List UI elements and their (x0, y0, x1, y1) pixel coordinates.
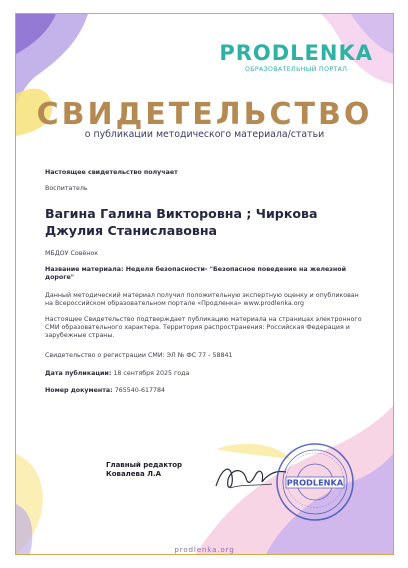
footer-website: prodlenka.org (174, 545, 235, 554)
recipient-names: Вагина Галина Викторовна ; Чиркова Джулия Станиславовна (45, 206, 318, 238)
prodlenka-logo (219, 42, 373, 73)
editor-signature-block (106, 461, 182, 479)
certificate-frame (15, 13, 394, 555)
pub-date-label: Дата публикации: (45, 370, 112, 377)
registration-text: Свидетельство о регистрации СМИ: ЭЛ № ФС 77 - 58841 (45, 352, 233, 359)
material-title-block (45, 266, 365, 282)
pub-date-value: 18 сентября 2025 года (113, 370, 190, 377)
stamp-text: PRODLENKA (286, 477, 344, 488)
certificate-title: СВИДЕТЕЛЬСТВО (36, 97, 373, 132)
editor-name: Ковалева Л.А (106, 470, 162, 478)
doc-number-label: Номер документа: (45, 387, 113, 394)
logo-text: PRODLENKA (219, 41, 373, 65)
position: Воспитатель (45, 185, 88, 192)
confirmation-text: Настоящее Свидетельство подтверждает публикацию материала на страницах электронного СМИ образовательного характера. Территория распространения: Российская Федерация и зарубежные страны. (45, 316, 362, 339)
official-stamp (274, 441, 356, 523)
evaluation-text: Данный методический материал получил положительную экспертную оценку и опубликован на Всероссийском образовательном портале «Продленка» www.prodlenka.org (45, 292, 359, 307)
editor-role: Главный редактор (106, 461, 183, 469)
document-number (45, 387, 365, 395)
organization: МБДОУ Совёнок (45, 250, 99, 257)
received-by-label: Настоящее свидетельство получает (45, 169, 178, 176)
certificate-subtitle: о публикации методического материала/статьи (84, 129, 325, 140)
material-title: Неделя безопасности- "Безопасное поведение на железной дороге" (45, 266, 347, 281)
publication-date (45, 370, 365, 378)
logo-subtitle: ОБРАЗОВАТЕЛЬНЫЙ ПОРТАЛ (244, 66, 348, 73)
material-label: Название материала: (45, 266, 124, 273)
doc-number-value: 765540-617784 (114, 387, 166, 394)
